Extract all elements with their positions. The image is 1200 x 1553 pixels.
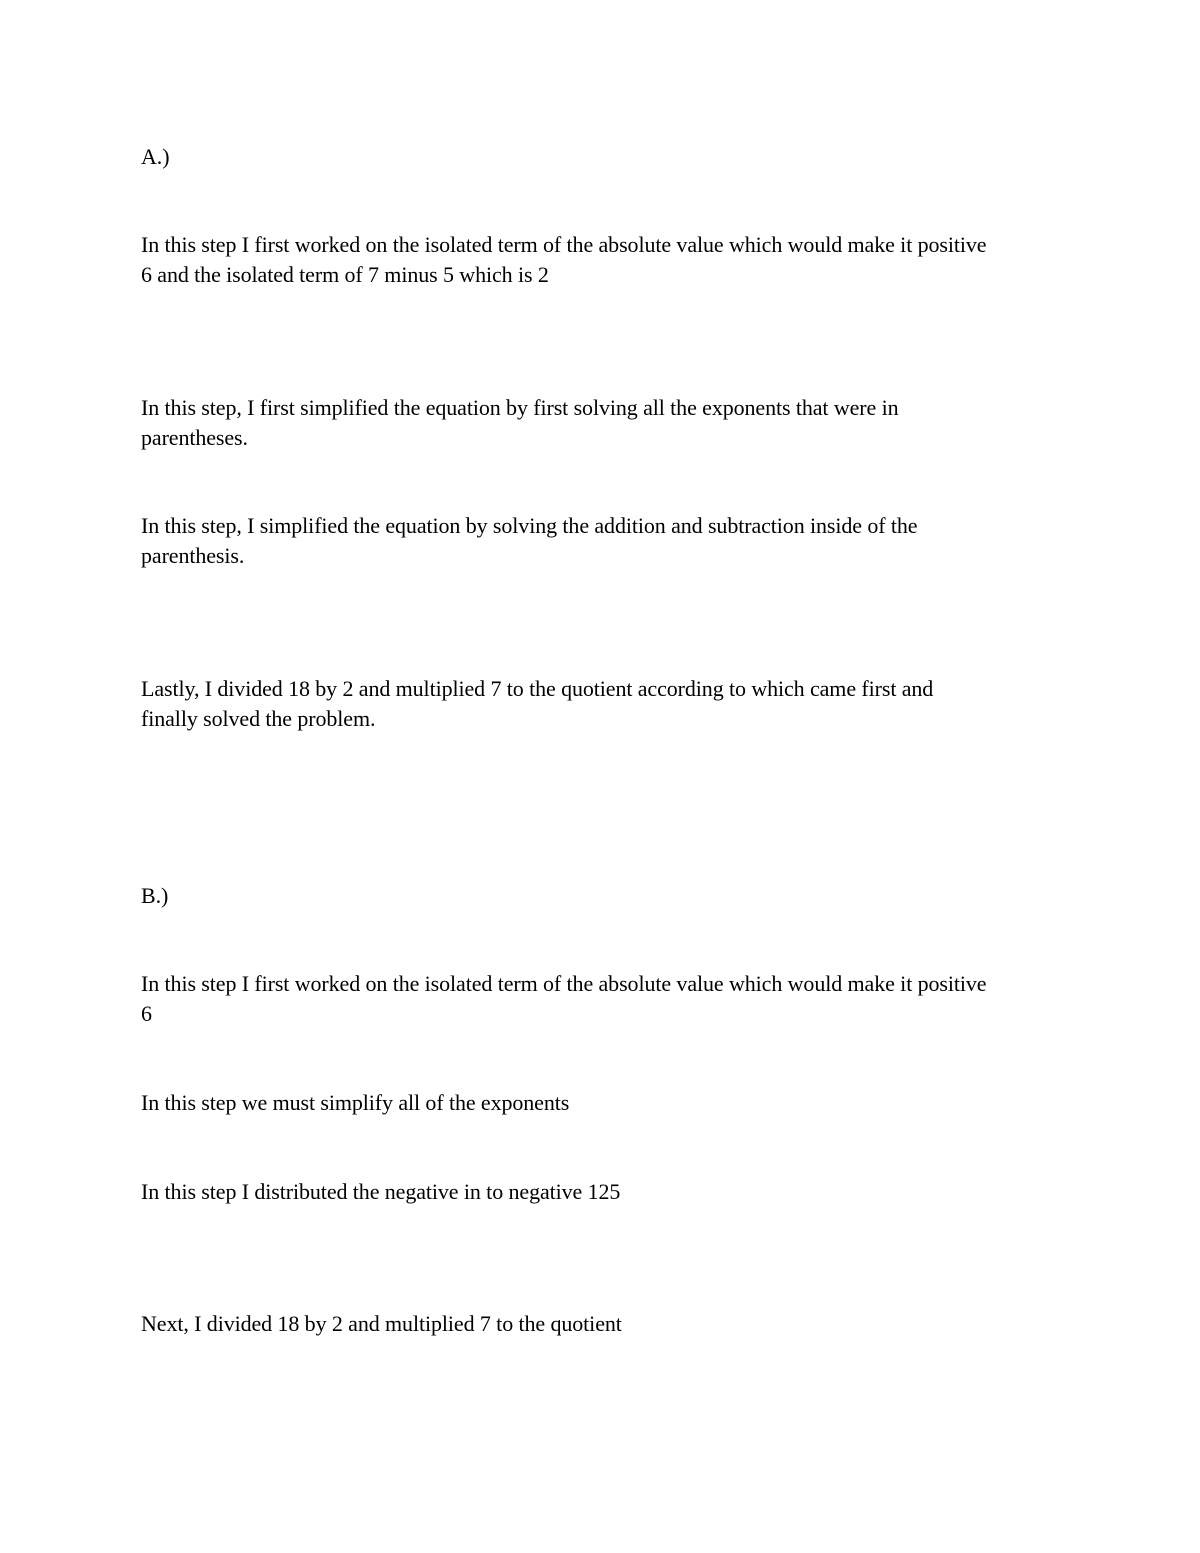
section-a-step-3-line-1: In this step, I simplified the equation by solving the addition and subtraction inside of the [141,513,918,538]
section-a-step-4-line-2: finally solved the problem. [141,706,376,731]
section-a-step-4-line-1: Lastly, I divided 18 by 2 and multiplied 7 to the quotient according to which came first and [141,676,934,701]
section-a-step-2-line-1: In this step, I first simplified the equation by first solving all the exponents that were in [141,395,899,420]
section-b-heading: B.) [141,883,169,908]
section-a-step-2-line-2: parentheses. [141,425,248,450]
section-b-step-4-line-1: Next, I divided 18 by 2 and multiplied 7 to the quotient [141,1311,622,1336]
section-b-step-3-line-1: In this step I distributed the negative in to negative 125 [141,1179,621,1204]
section-b-step-2-line-1: In this step we must simplify all of the exponents [141,1090,570,1115]
section-a-step-1-line-1: In this step I first worked on the isolated term of the absolute value which would make it positive [141,232,987,257]
section-a-step-1-line-2: 6 and the isolated term of 7 minus 5 which is 2 [141,262,549,287]
section-a-heading: A.) [141,144,170,169]
section-b-step-1-line-1: In this step I first worked on the isolated term of the absolute value which would make it positive [141,971,987,996]
section-a-step-3-line-2: parenthesis. [141,543,245,568]
section-b-step-1-line-2: 6 [141,1001,152,1026]
